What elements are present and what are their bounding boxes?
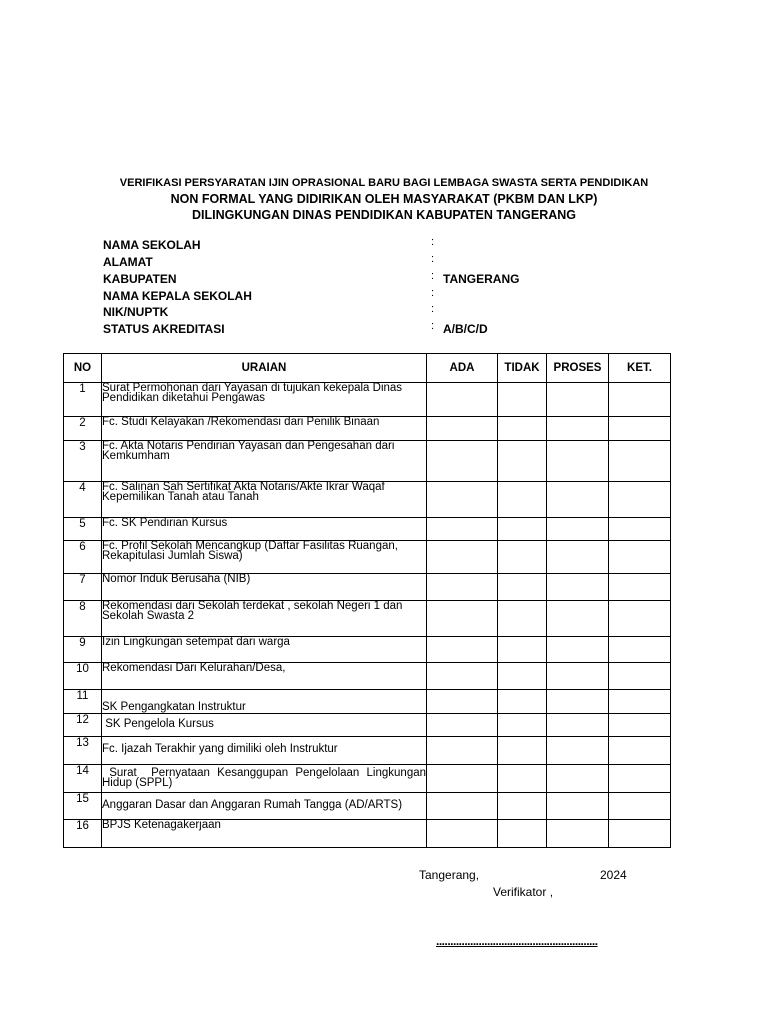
table-row [64,574,671,601]
header-ket: KET. [609,354,671,383]
cell-tidak[interactable] [498,690,547,714]
cell-ket[interactable] [609,793,671,820]
cell-ket[interactable] [609,765,671,793]
row-number: 15 [64,793,102,820]
row-number: 13 [64,737,102,765]
cell-proses[interactable] [547,601,609,637]
footer-place: Tangerang, [419,868,480,882]
row-description: Fc. Salinan Sah Sertifikat Akta Notaris/Akte Ikrar Waqaf Kepemilikan Tanah atau Tanah [102,482,427,518]
table-row [64,441,671,482]
cell-proses[interactable] [547,714,609,737]
row-number: 2 [64,417,102,441]
header-uraian: URAIAN [102,354,427,383]
footer-verifier: Verifikator , [493,885,554,899]
row-number: 3 [64,441,102,482]
cell-ada[interactable] [427,737,498,765]
row-description: BPJS Ketenagakerjaan [102,820,427,848]
row-number: 12 [64,714,102,737]
table-row [64,637,671,663]
cell-tidak[interactable] [498,541,547,574]
cell-tidak[interactable] [498,383,547,417]
row-number: 1 [64,383,102,417]
cell-ada[interactable] [427,690,498,714]
row-description: Fc. Ijazah Terakhir yang dimiliki oleh Instruktur [102,737,427,765]
checklist-table [63,353,671,848]
cell-tidak[interactable] [498,793,547,820]
cell-proses[interactable] [547,820,609,848]
table-header-row [64,354,671,383]
footer-year: 2024 [600,868,627,882]
row-description: Anggaran Dasar dan Anggaran Rumah Tangga (AD/ARTS) [102,793,427,820]
cell-ket[interactable] [609,663,671,690]
cell-tidak[interactable] [498,714,547,737]
cell-ada[interactable] [427,441,498,482]
cell-ada[interactable] [427,637,498,663]
colon-nama-sekolah: : [431,236,435,248]
cell-ket[interactable] [609,383,671,417]
table-row [64,383,671,417]
row-description: Fc. Akta Notaris Pendirian Yayasan dan Pengesahan dari Kemkumham [102,441,427,482]
row-number: 5 [64,518,102,541]
cell-tidak[interactable] [498,820,547,848]
cell-tidak[interactable] [498,574,547,601]
cell-ada[interactable] [427,518,498,541]
row-number: 6 [64,541,102,574]
cell-ada[interactable] [427,383,498,417]
row-number: 9 [64,637,102,663]
cell-ada[interactable] [427,541,498,574]
cell-tidak[interactable] [498,737,547,765]
cell-ada[interactable] [427,820,498,848]
row-description: SK Pengangkatan Instruktur [102,690,427,714]
row-description: Fc. Studi Kelayakan /Rekomendasi dari Penilik Binaan [102,417,427,441]
cell-ada[interactable] [427,765,498,793]
table-row [64,518,671,541]
cell-tidak[interactable] [498,417,547,441]
cell-proses[interactable] [547,541,609,574]
cell-proses[interactable] [547,518,609,541]
cell-ket[interactable] [609,574,671,601]
row-description: Nomor Induk Berusaha (NIB) [102,574,427,601]
table-row [64,737,671,765]
cell-ket[interactable] [609,441,671,482]
cell-proses[interactable] [547,690,609,714]
table-row [64,601,671,637]
colon-alamat: : [431,253,435,265]
header-proses: PROSES [547,354,609,383]
doc-title-line-1: VERIFIKASI PERSYARATAN IJIN OPRASIONAL BARU BAGI LEMBAGA SWASTA SERTA PENDIDIKAN [119,177,649,189]
doc-title-line-2: NON FORMAL YANG DIDIRIKAN OLEH MASYARAKAT (PKBM DAN LKP) [170,192,598,206]
table-row [64,541,671,574]
row-number: 4 [64,482,102,518]
cell-ket[interactable] [609,482,671,518]
cell-proses[interactable] [547,663,609,690]
header-ada: ADA [427,354,498,383]
table-row [64,765,671,793]
label-nama-sekolah: NAMA SEKOLAH [103,238,201,252]
table-row [64,820,671,848]
row-number: 11 [64,690,102,714]
row-description: Rekomendasi Dari Kelurahan/Desa, [102,663,427,690]
colon-nik-nuptk: : [431,303,435,315]
cell-ket[interactable] [609,690,671,714]
row-description: Surat Pernyataan Kesanggupan Pengelolaan Lingkungan Hidup (SPPL) [102,765,427,793]
value-kabupaten: TANGERANG [443,272,520,286]
cell-tidak[interactable] [498,482,547,518]
table-row [64,663,671,690]
table-row [64,690,671,714]
row-number: 8 [64,601,102,637]
doc-title-line-3: DILINGKUNGAN DINAS PENDIDIKAN KABUPATEN TANGERANG [191,208,577,222]
colon-kabupaten: : [431,270,435,282]
cell-ket[interactable] [609,601,671,637]
cell-proses[interactable] [547,383,609,417]
cell-proses[interactable] [547,637,609,663]
cell-ada[interactable] [427,482,498,518]
row-description: Izin Lingkungan setempat dari warga [102,637,427,663]
label-kabupaten: KABUPATEN [103,272,177,286]
header-no: NO [64,354,102,383]
signature-line: ......................................................... [436,934,598,948]
cell-ket[interactable] [609,820,671,848]
cell-ket[interactable] [609,417,671,441]
row-description: Fc. SK Pendirian Kursus [102,518,427,541]
row-description: SK Pengelola Kursus [102,714,427,737]
row-description: Rekomendasi dari Sekolah terdekat , sekolah Negeri 1 dan Sekolah Swasta 2 [102,601,427,637]
label-nik-nuptk: NIK/NUPTK [103,305,169,319]
cell-ada[interactable] [427,574,498,601]
row-number: 14 [64,765,102,793]
colon-nama-kepala-sekolah: : [431,287,435,299]
cell-ada[interactable] [427,663,498,690]
cell-tidak[interactable] [498,441,547,482]
table-row [64,417,671,441]
cell-tidak[interactable] [498,663,547,690]
table-row [64,793,671,820]
cell-ada[interactable] [427,417,498,441]
row-number: 16 [64,820,102,848]
cell-tidak[interactable] [498,765,547,793]
cell-ada[interactable] [427,714,498,737]
table-row [64,714,671,737]
cell-tidak[interactable] [498,601,547,637]
cell-proses[interactable] [547,441,609,482]
header-tidak: TIDAK [498,354,547,383]
row-number: 7 [64,574,102,601]
label-status-akreditasi: STATUS AKREDITASI [103,322,225,336]
cell-proses[interactable] [547,793,609,820]
cell-tidak[interactable] [498,518,547,541]
cell-ket[interactable] [609,714,671,737]
cell-proses[interactable] [547,417,609,441]
label-nama-kepala-sekolah: NAMA KEPALA SEKOLAH [103,289,252,303]
cell-proses[interactable] [547,765,609,793]
cell-ket[interactable] [609,737,671,765]
cell-tidak[interactable] [498,637,547,663]
cell-proses[interactable] [547,737,609,765]
label-alamat: ALAMAT [103,255,153,269]
cell-ket[interactable] [609,518,671,541]
colon-status-akreditasi: : [431,320,435,332]
row-description: Surat Permohonan dari Yayasan di tujukan kekepala Dinas Pendidikan diketahui Pengawas [102,383,427,417]
cell-ket[interactable] [609,541,671,574]
cell-proses[interactable] [547,574,609,601]
cell-proses[interactable] [547,482,609,518]
cell-ada[interactable] [427,793,498,820]
row-number: 10 [64,663,102,690]
cell-ada[interactable] [427,601,498,637]
cell-ket[interactable] [609,637,671,663]
row-description: Fc. Profil Sekolah Mencangkup (Daftar Fasilitas Ruangan, Rekapitulasi Jumlah Siswa) [102,541,427,574]
table-row [64,482,671,518]
value-status-akreditasi: A/B/C/D [443,322,488,336]
